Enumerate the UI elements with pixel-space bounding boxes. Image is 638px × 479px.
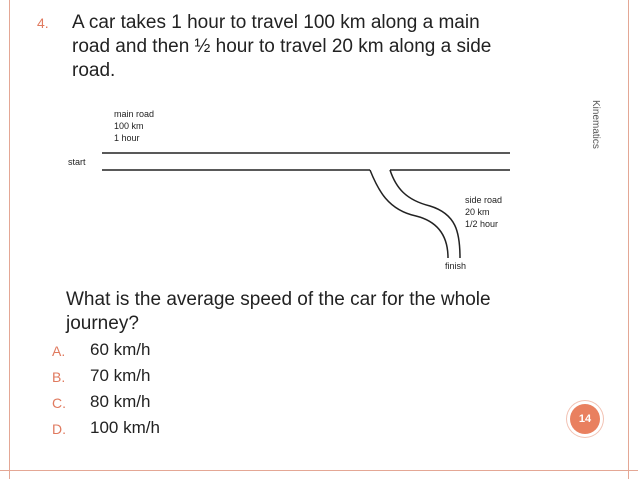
option-text: 80 km/h (90, 392, 151, 411)
question-number: 4. (37, 15, 49, 31)
bottom-border-line (0, 470, 638, 471)
main-road-time: 1 hour (114, 133, 140, 143)
main-road-distance: 100 km (114, 121, 144, 131)
main-road-label: main road (114, 109, 155, 119)
option-text: 70 km/h (90, 366, 151, 385)
start-label: start (68, 157, 86, 167)
question-text: A car takes 1 hour to travel 100 km along a main road and then ½ hour to travel 20 km along a side road. (72, 12, 492, 81)
left-border-line (9, 0, 10, 479)
side-label: Kinematics (590, 100, 601, 149)
option-letter: D. (52, 421, 66, 437)
page-number-badge: 14 (570, 404, 600, 434)
side-road-left-edge (370, 170, 448, 258)
option-text: 60 km/h (90, 340, 151, 359)
option-text: 100 km/h (90, 418, 160, 437)
option-letter: A. (52, 343, 66, 359)
finish-label: finish (445, 261, 467, 271)
side-road-distance: 20 km (465, 207, 490, 217)
question-prompt: What is the average speed of the car for the whole journey? (66, 289, 491, 334)
option-letter: B. (52, 369, 66, 385)
side-road-time: 1/2 hour (465, 219, 499, 229)
option-letter: C. (52, 395, 66, 411)
right-border-line (628, 0, 629, 479)
road-diagram (60, 100, 520, 280)
side-road-right-edge (390, 170, 460, 258)
side-road-label: side road (465, 195, 503, 205)
